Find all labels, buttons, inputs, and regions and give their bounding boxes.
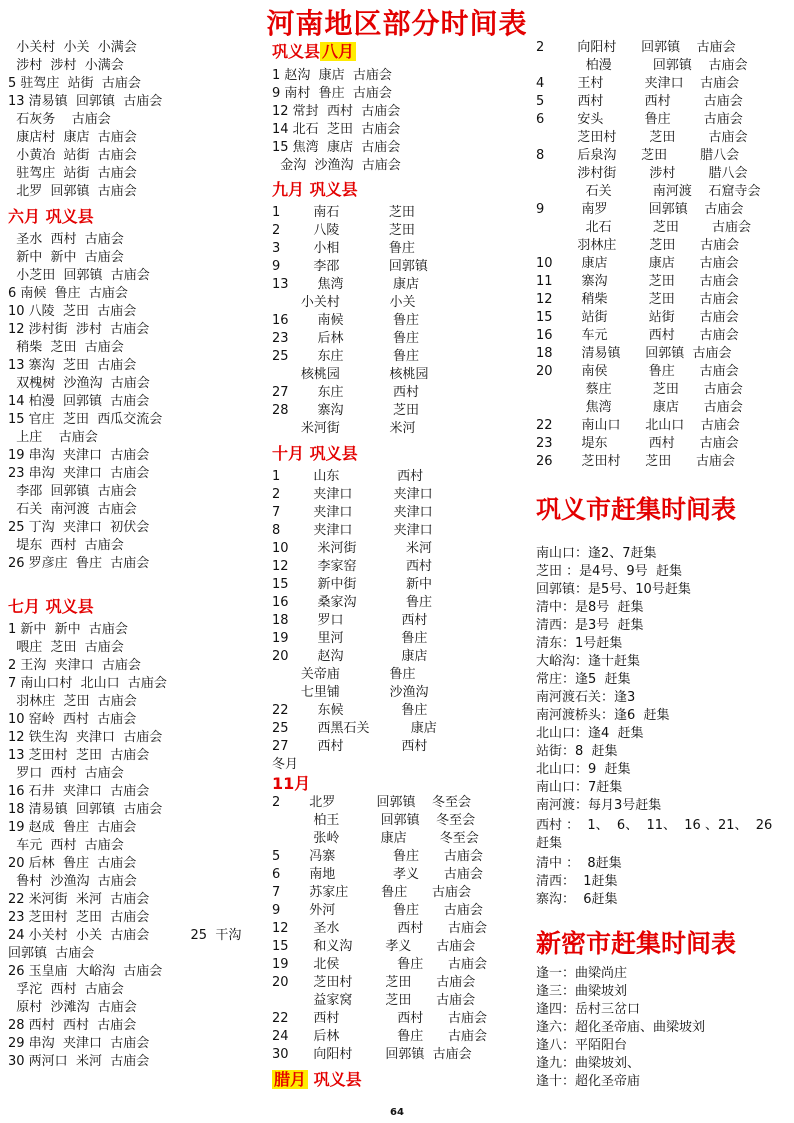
schedule-line: 逢九：曲梁坡刘、 xyxy=(536,1056,641,1071)
schedule-line: 19 里河 鲁庄 xyxy=(272,631,428,646)
section-heading: 七月 巩义县 xyxy=(8,597,94,616)
schedule-line: 焦湾 康店 古庙会 xyxy=(536,400,743,415)
schedule-line: 西村 ： 1、 6、 11、 16 、21、 26 xyxy=(536,818,773,833)
schedule-line: 12 涉村街 涉村 古庙会 xyxy=(8,322,150,337)
schedule-line: 北山口：9 赶集 xyxy=(536,762,631,777)
schedule-line: 5 冯寨 鲁庄 古庙会 xyxy=(272,849,483,864)
schedule-line: 羽林庄 芝田 古庙会 xyxy=(536,238,740,253)
schedule-line: 9 南村 鲁庄 古庙会 xyxy=(272,86,392,101)
schedule-line: 石关 南河渡 石窟寺会 xyxy=(536,184,761,199)
schedule-line: 小关村 小关 小满会 xyxy=(8,40,137,55)
schedule-line: 7 南山口村 北山口 古庙会 xyxy=(8,676,167,691)
schedule-line: 22 西村 西村 古庙会 xyxy=(272,1011,487,1026)
schedule-line: 原村 沙滩沟 古庙会 xyxy=(8,1000,137,1015)
schedule-line: 15 和义沟 孝义 古庙会 xyxy=(272,939,476,954)
schedule-line: 19 串沟 夹津口 古庙会 xyxy=(8,448,150,463)
schedule-line: 小黄冶 站街 古庙会 xyxy=(8,148,137,163)
schedule-line: 新中 新中 古庙会 xyxy=(8,250,124,265)
schedule-line: 24 后林 鲁庄 古庙会 xyxy=(272,1029,487,1044)
section-heading: 九月 巩义县 xyxy=(272,180,358,199)
schedule-line: 小芝田 回郭镇 古庙会 xyxy=(8,268,150,283)
schedule-line: 7 夹津口 夹津口 xyxy=(272,505,433,520)
schedule-line: 16 车元 西村 古庙会 xyxy=(536,328,739,343)
schedule-line: 30 向阳村 回郭镇 古庙会 xyxy=(272,1047,472,1062)
schedule-line: 23 芝田村 芝田 古庙会 xyxy=(8,910,150,925)
schedule-line: 孚沱 西村 古庙会 xyxy=(8,982,124,997)
schedule-line: 20 芝田村 芝田 古庙会 xyxy=(272,975,476,990)
schedule-line: 南河渡：每月3号赶集 xyxy=(536,798,662,813)
schedule-line: 1 新中 新中 古庙会 xyxy=(8,622,128,637)
schedule-line: 15 站街 站街 古庙会 xyxy=(536,310,739,325)
schedule-line: 清西： 1赶集 xyxy=(536,874,618,889)
schedule-line: 南山口：7赶集 xyxy=(536,780,623,795)
schedule-line: 13 寨沟 芝田 古庙会 xyxy=(8,358,137,373)
section-heading-text: 巩义县 xyxy=(272,42,321,61)
schedule-line: 30 两河口 米河 古庙会 xyxy=(8,1054,150,1069)
schedule-line: 25 丁沟 夹津口 初伏会 xyxy=(8,520,150,535)
schedule-line: 14 柏漫 回郭镇 古庙会 xyxy=(8,394,150,409)
schedule-line: 蔡庄 芝田 古庙会 xyxy=(536,382,743,397)
schedule-line: 北山口：逢4 赶集 xyxy=(536,726,644,741)
schedule-line: 清西：是3号 赶集 xyxy=(536,618,644,633)
schedule-line: 28 寨沟 芝田 xyxy=(272,403,420,418)
schedule-line: 22 东候 鲁庄 xyxy=(272,703,428,718)
section-heading: 11月 xyxy=(272,774,311,793)
schedule-line: 13 焦湾 康店 xyxy=(272,277,420,292)
schedule-line: 站街：8 赶集 xyxy=(536,744,618,759)
schedule-line: 20 后林 鲁庄 古庙会 xyxy=(8,856,137,871)
schedule-line: 9 李邵 回郭镇 xyxy=(272,259,428,274)
schedule-line: 6 安头 鲁庄 古庙会 xyxy=(536,112,743,127)
schedule-line: 芝田村 芝田 古庙会 xyxy=(536,130,748,145)
schedule-line: 12 李家窑 西村 xyxy=(272,559,433,574)
page-number: 64 xyxy=(390,1107,404,1118)
schedule-line: 18 罗口 西村 xyxy=(272,613,428,628)
schedule-line: 22 南山口 北山口 古庙会 xyxy=(536,418,740,433)
schedule-line: 石灰务 古庙会 xyxy=(8,112,111,127)
schedule-line: 关帝庙 鲁庄 xyxy=(272,667,416,682)
schedule-line: 康店村 康店 古庙会 xyxy=(8,130,137,145)
schedule-line: 28 西村 西村 古庙会 xyxy=(8,1018,137,1033)
schedule-line: 张岭 康店 冬至会 xyxy=(272,831,479,846)
schedule-line: 16 石井 夹津口 古庙会 xyxy=(8,784,150,799)
schedule-line: 南河渡桥头：逢6 赶集 xyxy=(536,708,670,723)
schedule-line: 逢三：曲梁坡刘 xyxy=(536,984,628,999)
schedule-line: 喂庄 芝田 古庙会 xyxy=(8,640,124,655)
schedule-line: 李邵 回郭镇 古庙会 xyxy=(8,484,137,499)
schedule-line: 2 向阳村 回郭镇 古庙会 xyxy=(536,40,736,55)
table-heading: 新密市赶集时间表 xyxy=(536,929,737,958)
schedule-line: 2 王沟 夹津口 古庙会 xyxy=(8,658,141,673)
schedule-line: 26 芝田村 芝田 古庙会 xyxy=(536,454,736,469)
schedule-line: 8 夹津口 夹津口 xyxy=(272,523,433,538)
schedule-line: 双槐树 沙渔沟 古庙会 xyxy=(8,376,150,391)
schedule-line: 罗口 西村 古庙会 xyxy=(8,766,124,781)
schedule-line: 逢四：岳村三岔口 xyxy=(536,1002,641,1017)
schedule-line: 4 王村 夹津口 古庙会 xyxy=(536,76,740,91)
schedule-line: 南山口：逢2、7赶集 xyxy=(536,546,657,561)
schedule-line: 涉村 涉村 小满会 xyxy=(8,58,124,73)
schedule-line: 大峪沟：逢十赶集 xyxy=(536,654,641,669)
section-heading-text: 巩义县 xyxy=(313,1070,362,1089)
schedule-line: 涉村街 涉村 腊八会 xyxy=(536,166,748,181)
schedule-line: 2 八陵 芝田 xyxy=(272,223,415,238)
schedule-line: 清中 ： 8赶集 xyxy=(536,856,622,871)
schedule-line: 8 后泉沟 芝田 腊八会 xyxy=(536,148,740,163)
section-heading: 十月 巩义县 xyxy=(272,444,358,463)
schedule-line: 清东：1号赶集 xyxy=(536,636,623,651)
schedule-line: 22 米河街 米河 古庙会 xyxy=(8,892,150,907)
schedule-line: 鲁村 沙渔沟 古庙会 xyxy=(8,874,137,889)
page-title: 河南地区部分时间表 xyxy=(266,7,528,40)
schedule-line: 15 官庄 芝田 西瓜交流会 xyxy=(8,412,163,427)
section-heading-highlight: 八月 xyxy=(322,42,355,61)
schedule-line: 石关 南河渡 古庙会 xyxy=(8,502,137,517)
schedule-line: 益家窝 芝田 古庙会 xyxy=(272,993,476,1008)
schedule-line: 9 外河 鲁庄 古庙会 xyxy=(272,903,483,918)
schedule-line: 逢一：曲梁尚庄 xyxy=(536,966,628,981)
schedule-line: 1 南石 芝田 xyxy=(272,205,415,220)
section-heading xyxy=(272,1070,362,1090)
schedule-line: 冬月 xyxy=(272,757,299,772)
schedule-line: 12 常封 西村 古庙会 xyxy=(272,104,401,119)
schedule-line: 米河街 米河 xyxy=(272,421,416,436)
schedule-line: 上庄 古庙会 xyxy=(8,430,98,445)
schedule-line: 回郭镇 古庙会 xyxy=(8,946,95,961)
schedule-line: 9 南罗 回郭镇 古庙会 xyxy=(536,202,744,217)
schedule-line: 金沟 沙渔沟 古庙会 xyxy=(272,158,401,173)
schedule-line: 车元 西村 古庙会 xyxy=(8,838,124,853)
schedule-line: 10 康店 康店 古庙会 xyxy=(536,256,739,271)
schedule-line: 10 八陵 芝田 古庙会 xyxy=(8,304,137,319)
schedule-line: 逢八：平陌阳台 xyxy=(536,1038,628,1053)
schedule-line: 18 清易镇 回郭镇 古庙会 xyxy=(536,346,732,361)
section-heading: 六月 巩义县 xyxy=(8,207,94,226)
schedule-line: 6 南候 鲁庄 古庙会 xyxy=(8,286,128,301)
schedule-line: 驻驾庄 站街 古庙会 xyxy=(8,166,137,181)
schedule-line: 12 圣水 西村 古庙会 xyxy=(272,921,487,936)
schedule-line: 柏王 回郭镇 冬至会 xyxy=(272,813,476,828)
schedule-line: 16 南候 鲁庄 xyxy=(272,313,420,328)
schedule-line: 20 赵沟 康店 xyxy=(272,649,428,664)
section-heading xyxy=(272,42,356,62)
schedule-line: 23 串沟 夹津口 古庙会 xyxy=(8,466,150,481)
schedule-line: 29 串沟 夹津口 古庙会 xyxy=(8,1036,150,1051)
schedule-line: 12 稍柴 芝田 古庙会 xyxy=(536,292,739,307)
schedule-line: 1 山东 西村 xyxy=(272,469,424,484)
schedule-line: 7 苏家庄 鲁庄 古庙会 xyxy=(272,885,472,900)
schedule-line: 2 夹津口 夹津口 xyxy=(272,487,433,502)
schedule-line: 5 西村 西村 古庙会 xyxy=(536,94,743,109)
schedule-line: 北罗 回郭镇 古庙会 xyxy=(8,184,137,199)
schedule-line: 19 北侯 鲁庄 古庙会 xyxy=(272,957,487,972)
schedule-line: 15 新中街 新中 xyxy=(272,577,433,592)
schedule-line: 羽林庄 芝田 古庙会 xyxy=(8,694,137,709)
schedule-line: 逢十：超化圣帝庙 xyxy=(536,1074,641,1089)
schedule-line: 北石 芝田 古庙会 xyxy=(536,220,751,235)
schedule-line: 25 东庄 鲁庄 xyxy=(272,349,420,364)
schedule-line: 20 南侯 鲁庄 古庙会 xyxy=(536,364,739,379)
schedule-line: 常庄：逢5 赶集 xyxy=(536,672,631,687)
schedule-line: 26 罗彦庄 鲁庄 古庙会 xyxy=(8,556,150,571)
schedule-line: 1 赵沟 康店 古庙会 xyxy=(272,68,392,83)
schedule-line: 3 小相 鲁庄 xyxy=(272,241,415,256)
schedule-line: 13 芝田村 芝田 古庙会 xyxy=(8,748,150,763)
schedule-line: 清中：是8号 赶集 xyxy=(536,600,644,615)
table-heading: 巩义市赶集时间表 xyxy=(536,495,737,524)
schedule-line: 18 清易镇 回郭镇 古庙会 xyxy=(8,802,163,817)
schedule-line: 10 窑岭 西村 古庙会 xyxy=(8,712,137,727)
schedule-line: 圣水 西村 古庙会 xyxy=(8,232,124,247)
schedule-line: 27 东庄 西村 xyxy=(272,385,420,400)
schedule-line: 堤东 西村 古庙会 xyxy=(8,538,124,553)
schedule-line: 24 小关村 小关 古庙会 25 干沟 xyxy=(8,928,242,943)
schedule-line: 15 焦湾 康店 古庙会 xyxy=(272,140,401,155)
schedule-line: 小关村 小关 xyxy=(272,295,416,310)
schedule-line: 26 玉皇庙 大峪沟 古庙会 xyxy=(8,964,163,979)
schedule-line: 核桃园 核桃园 xyxy=(272,367,429,382)
schedule-line: 2 北罗 回郭镇 冬至会 xyxy=(272,795,472,810)
schedule-line: 逢六：超化圣帝庙、曲梁坡刘 xyxy=(536,1020,706,1035)
schedule-line: 12 铁生沟 夹津口 古庙会 xyxy=(8,730,163,745)
schedule-line: 23 后林 鲁庄 xyxy=(272,331,420,346)
schedule-line: 16 桑家沟 鲁庄 xyxy=(272,595,433,610)
schedule-line: 25 西黑石关 康店 xyxy=(272,721,437,736)
schedule-line: 赶集 xyxy=(536,836,563,851)
schedule-line: 11 寨沟 芝田 古庙会 xyxy=(536,274,739,289)
schedule-line: 27 西村 西村 xyxy=(272,739,428,754)
schedule-line: 14 北石 芝田 古庙会 xyxy=(272,122,401,137)
schedule-line: 寨沟： 6赶集 xyxy=(536,892,618,907)
schedule-line: 5 驻驾庄 站街 古庙会 xyxy=(8,76,141,91)
schedule-line: 稍柴 芝田 古庙会 xyxy=(8,340,124,355)
section-heading-highlight: 腊月 xyxy=(274,1070,307,1089)
schedule-line: 柏漫 回郭镇 古庙会 xyxy=(536,58,748,73)
schedule-line: 南河渡石关：逢3 xyxy=(536,690,636,705)
schedule-line: 6 南地 孝义 古庙会 xyxy=(272,867,483,882)
schedule-line: 回郭镇：是5号、10号赶集 xyxy=(536,582,691,597)
schedule-line: 19 赵成 鲁庄 古庙会 xyxy=(8,820,137,835)
schedule-line: 七里铺 沙渔沟 xyxy=(272,685,429,700)
schedule-line: 芝田 ：是4号、9号 赶集 xyxy=(536,564,682,579)
schedule-line: 13 清易镇 回郭镇 古庙会 xyxy=(8,94,163,109)
schedule-line: 23 堤东 西村 古庙会 xyxy=(536,436,739,451)
schedule-line: 10 米河街 米河 xyxy=(272,541,433,556)
